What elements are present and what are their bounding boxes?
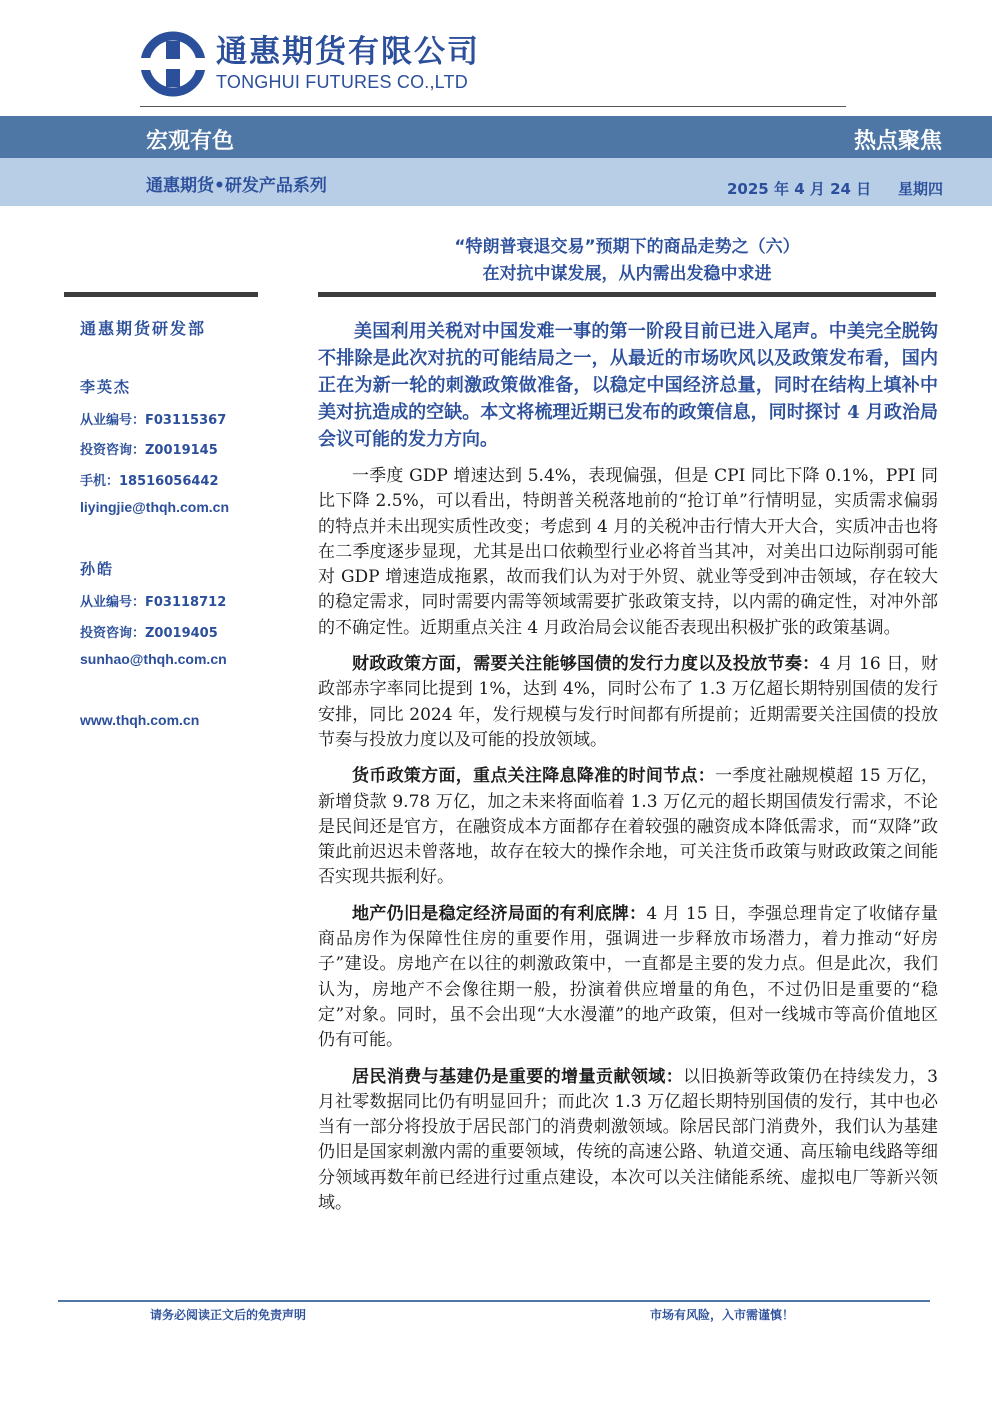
report-category: 宏观有色 [146, 129, 235, 154]
analyst-name: 李英杰 [80, 378, 132, 396]
paragraph-text: 以旧换新等政策仍在持续发力，3 月社零数据同比仍有明显回升；而此次 1.3 万亿超长期特别国债的发行，其中也必当有一部分将投放于居民部门的消费刺激领域。除居民部门消费外，我们认为基建仍旧是国家刺激内需的重要领域，传统的高速公路、轨道交通、高压输电线路等细分领域再数年前已经进行过重点建设，本次可以关注储能系统、虚拟电厂等新兴领域。 [318, 1066, 938, 1214]
header-divider [140, 106, 846, 107]
executive-summary: 美国利用关税对中国发难一事的第一阶段目前已进入尾声。中美完全脱钩不排除是此次对抗的可能结局之一，从最近的市场吹风以及政策发布看，国内正在为新一轮的刺激政策做准备，以稳定中国经济总量，同时在结构上填补中美对抗造成的空缺。本文将梳理近期已发布的政策信息，同时探讨 4 月政治局会议可能的发力方向。 [318, 321, 938, 450]
department-name: 通惠期货研发部 [80, 319, 207, 338]
paragraph-monetary [318, 764, 938, 890]
title-divider [318, 292, 936, 297]
analyst-consult-id: 投资咨询：Z0019405 [80, 626, 218, 641]
analyst-name: 孙皓 [80, 560, 115, 578]
report-body [318, 318, 938, 1216]
logo-icon [140, 31, 206, 97]
paragraph-text: 4 月 15 日，李强总理肯定了收储存量商品房作为保障性住房的重要作用，强调进一步释放市场潜力，着力推动“好房子”建设。房地产在以往的刺激政策中，一直都是主要的发力点。但是此次，我们认为，房地产不会像往期一般，扮演着供应增量的角色，不过仍旧是重要的“稳定”对象。同时，虽不会出现“大水漫灌”的地产政策，但对一线城市等高价值地区仍有可能。 [318, 903, 938, 1051]
report-title: “特朗普衰退交易”预期下的商品走势之（六） [454, 237, 800, 257]
risk-warning: 市场有风险，入市需谨慎！ [650, 1308, 795, 1322]
company-logo [140, 28, 480, 100]
paragraph-heading: 居民消费与基建仍是重要的增量贡献领域： [352, 1066, 684, 1087]
company-name-cn: 通惠期货有限公司 [216, 34, 480, 70]
paragraph-heading: 货币政策方面，重点关注降息降准的时间节点： [352, 766, 716, 787]
paragraph-fiscal [318, 652, 938, 753]
footer-divider [58, 1300, 930, 1302]
paragraph-text: 一季度社融规模超 15 万亿，新增贷款 9.78 万亿，加之未来将面临着 1.3 万亿元的超长期国债发行需求，不论是民间还是官方，在融资成本方面都存在着较强的融资成本降低需求，而“双降”政策此前迟迟未曾落地，故存在较大的操作余地，可关注货币政策与财政政策之间能否实现共振利好。 [318, 766, 938, 888]
analyst-license: 从业编号：F03115367 [80, 413, 227, 428]
paragraph-heading: 财政政策方面，需要关注能够国债的发行力度以及投放节奏： [352, 654, 820, 675]
company-name-en: TONGHUI FUTURES CO.,LTD [216, 72, 468, 92]
report-subtitle: 在对抗中谋发展，从内需出发稳中求进 [482, 264, 772, 284]
website-link[interactable]: www.thqh.com.cn [80, 712, 200, 728]
paragraph-gdp: 一季度 GDP 增速达到 5.4%，表现偏强，但是 CPI 同比下降 0.1%，PPI 同比下降 2.5%，可以看出，特朗普关税落地前的“抢订单”行情明显，实质需求偏弱的特点并未出现实质性改变；考虑到 4 月的关税冲击行情大开大合，实质冲击也将在二季度逐步显现，尤其是出口依赖型行业必将首当其冲，对美出口边际削弱可能对 GDP 增速造成拖累，故而我们认为对于外贸、就业等受到冲击领域，存在较大的稳定需求，同时需要内需等领域需要扩张政策支持，以内需的确定性，对冲外部的不确定性。近期重点关注 4 月政治局会议能否表现出积极扩张的政策基调。 [318, 466, 938, 638]
analyst-phone: 手机：18516056442 [80, 474, 219, 489]
disclaimer-note: 请务必阅读正文后的免责声明 [150, 1308, 307, 1322]
report-weekday: 星期四 [898, 180, 944, 198]
product-series: 通惠期货•研发产品系列 [146, 176, 327, 196]
report-date: 2025 年 4 月 24 日 [727, 180, 872, 198]
analyst-consult-id: 投资咨询：Z0019145 [80, 443, 218, 458]
analyst-sidebar [80, 316, 260, 728]
analyst-email-link[interactable]: sunhao@thqh.com.cn [80, 651, 227, 667]
paragraph-heading: 地产仍旧是稳定经济局面的有利底牌： [352, 903, 647, 924]
paragraph-text: 4 月 16 日，财政部赤字率同比提到 1%，达到 4%，同时公布了 1.3 万亿超长期特别国债的发行安排，同比 2024 年，发行规模与发行时间都有所提前；近期需要关注国债的投放节奏与投放力度以及可能的投放领域。 [318, 654, 938, 750]
analyst-email-link[interactable]: liyingjie@thqh.com.cn [80, 499, 229, 515]
report-tag: 热点聚焦 [853, 129, 942, 154]
paragraph-consumption [318, 1065, 938, 1217]
sidebar-divider [64, 292, 258, 297]
paragraph-property [318, 902, 938, 1054]
analyst-license: 从业编号：F03118712 [80, 595, 227, 610]
